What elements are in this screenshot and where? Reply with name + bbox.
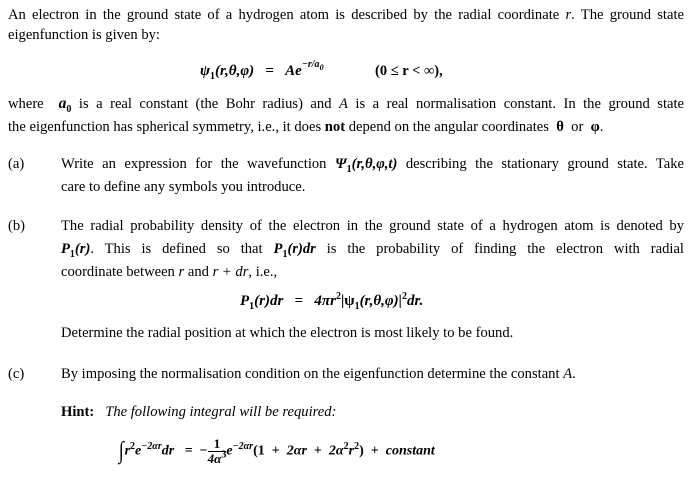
part-a-text-3: care to define any symbols you introduce. — [61, 179, 306, 195]
part-b-question — [61, 326, 513, 341]
eq-sup-2b: 2 — [401, 291, 407, 302]
P-subscript-2: 1 — [282, 248, 288, 260]
equals-sign: = — [265, 63, 274, 79]
r-plus-dr: r + dr — [212, 264, 249, 280]
radial-density-equation — [240, 291, 424, 312]
part-b-line-1 — [61, 219, 684, 234]
P-args-2: (r)dr — [287, 241, 316, 257]
A-symbol-c: A — [563, 366, 573, 382]
part-b-text-4: coordinate between — [61, 264, 175, 280]
rhs-exponent-sub: 0 — [319, 63, 324, 72]
part-c-text-1: By imposing the normalisation condition on the eigenfunction determine the constant — [61, 366, 560, 382]
plus-1: + — [271, 443, 280, 459]
where-text-2: is a real constant (the Bohr radius) and — [78, 96, 332, 112]
domain-text: (0 ≤ r < ∞), — [375, 63, 443, 79]
intro-text-2: eigenfunction is given by: — [8, 27, 160, 43]
eq-equals: = — [294, 293, 304, 309]
eq-P-sub: 1 — [249, 301, 255, 312]
eq-psi-sub: 1 — [354, 301, 360, 312]
eq-sup-2: 2 — [335, 291, 341, 302]
part-c-period: . — [572, 366, 576, 382]
intro-text-1: An electron in the ground state of a hydrogen atom is described by the radial coordinate — [8, 7, 560, 23]
Psi-args: (r,θ,φ,t) — [351, 156, 398, 172]
P-args: (r) — [74, 241, 91, 257]
poly-3-r: r — [348, 443, 355, 459]
where-line-2 — [8, 120, 603, 135]
eigenfunction-equation — [200, 59, 324, 82]
part-b-text-1: The radial probability density of the electron in the ground state of a hydrogen atom is denoted by — [61, 218, 684, 234]
where-text-4: the eigenfunction has spherical symmetry, i.e., it does — [8, 119, 322, 135]
frac-denominator: 4α — [207, 450, 222, 466]
intro-line-2 — [8, 28, 160, 43]
where-text-5: depend on the angular coordinates — [348, 119, 549, 135]
period: . — [599, 119, 604, 135]
int-e2: e — [226, 443, 233, 459]
var-r: r — [565, 7, 572, 23]
hint-label: Hint: — [61, 404, 95, 420]
int-sup-2: 2 — [130, 441, 136, 453]
part-b-text-3: is the probability of finding the electron with radial — [326, 241, 684, 257]
part-b-question-text: Determine the radial position at which the electron is most likely to be found. — [61, 325, 514, 341]
a0-symbol: a — [58, 95, 67, 112]
where-line-1 — [8, 95, 685, 115]
domain-condition — [375, 64, 443, 79]
Psi-symbol: Ψ — [334, 156, 347, 172]
poly-3: 2α — [328, 443, 344, 459]
part-b-text-2: . This is defined so that — [90, 241, 263, 257]
psi-symbol: ψ — [200, 63, 211, 79]
part-b-text-5: , i.e., — [248, 264, 278, 280]
P-subscript: 1 — [69, 248, 75, 260]
intro-text-1-end: . The ground state — [571, 7, 684, 23]
frac-den-sup: 3 — [221, 449, 227, 461]
part-c-label: (c) — [8, 366, 25, 382]
eq-dr: dr. — [406, 293, 424, 309]
poly-1: (1 — [253, 443, 265, 459]
rhs-ae: Ae — [285, 63, 302, 79]
plus-2: + — [313, 443, 322, 459]
poly-2: 2αr — [286, 443, 307, 459]
part-a-text-2: describing the stationary ground state. Take — [405, 156, 685, 172]
frac-numerator: 1 — [208, 437, 227, 452]
eq-abs-psi: |ψ — [340, 293, 355, 309]
psi-args: (r,θ,φ) — [215, 63, 255, 79]
where-text-3: is a real normalisation constant. In the ground state — [355, 96, 685, 112]
int-fraction — [208, 437, 227, 466]
where-word: where — [8, 96, 44, 112]
part-b-line-3 — [61, 265, 277, 280]
eq-psi-args: (r,θ,φ)| — [359, 293, 402, 309]
constant-word: constant — [385, 443, 435, 459]
int-e: e — [135, 443, 142, 459]
P-symbol: P — [61, 241, 70, 257]
phi-symbol: φ — [590, 119, 600, 135]
Psi-subscript: 1 — [346, 163, 352, 175]
rhs-exponent: −r/a — [301, 59, 320, 70]
eq-P: P — [240, 293, 250, 309]
part-a-text-1: Write an expression for the wavefunction — [61, 156, 327, 172]
part-a-label: (a) — [8, 156, 25, 172]
plus-3: + — [370, 443, 379, 459]
int-r: r — [124, 443, 131, 459]
or-word: or — [571, 119, 584, 135]
psi-subscript: 1 — [210, 71, 216, 82]
intro-line-1 — [8, 8, 684, 23]
part-c-line-1 — [61, 367, 576, 382]
integral-sign: ∫ — [118, 438, 124, 465]
a0-subscript: 0 — [66, 103, 72, 115]
P-symbol-2: P — [273, 241, 283, 257]
int-dr: dr — [161, 443, 175, 459]
int-exp2: −2αr — [232, 441, 254, 453]
poly-3-sup2: 2 — [354, 441, 360, 453]
hint-line — [61, 405, 336, 420]
part-b-label: (b) — [8, 218, 26, 234]
eq-4pir: 4πr — [314, 293, 336, 309]
A-symbol: A — [339, 96, 348, 112]
poly-3-sup: 2 — [343, 441, 349, 453]
part-a-line-2 — [61, 180, 305, 195]
part-a-line-1 — [61, 156, 685, 175]
int-exp: −2αr — [141, 441, 162, 453]
and-word: and — [187, 264, 209, 280]
not-bold: not — [324, 119, 346, 135]
hint-text: The following integral will be required: — [105, 404, 337, 420]
int-minus: − — [199, 443, 208, 459]
poly-close: ) — [359, 443, 364, 459]
part-b-line-2 — [61, 241, 684, 260]
r-symbol: r — [178, 264, 185, 280]
eq-P-args: (r)dr — [254, 293, 284, 309]
theta-symbol: θ — [556, 119, 564, 135]
int-equals: = — [184, 443, 193, 459]
integral-equation — [118, 437, 435, 466]
